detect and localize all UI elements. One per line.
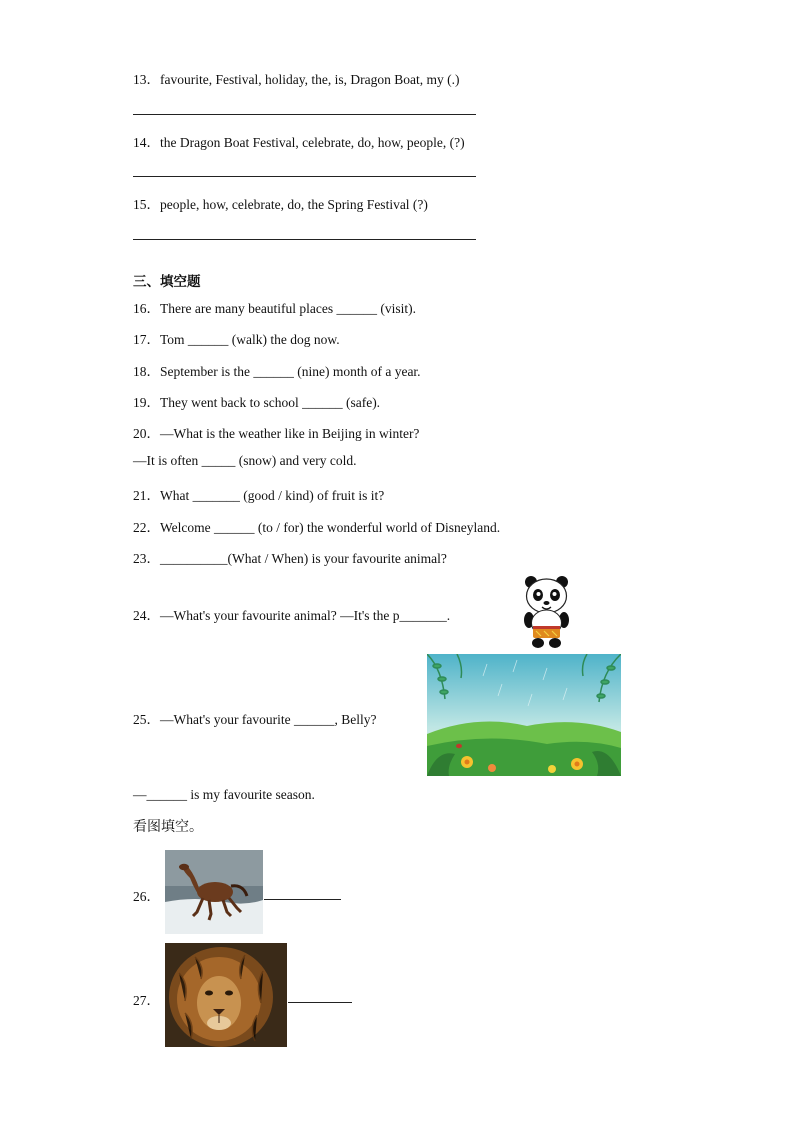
panda-icon: [519, 574, 574, 650]
question-20: 20．—What is the weather like in Beijing in winter?: [133, 426, 420, 441]
question-15: 15．people, how, celebrate, do, the Spring Festival (?): [133, 197, 428, 212]
question-20-answer: —It is often _____ (snow) and very cold.: [133, 453, 357, 468]
question-23: 23．__________(What / When) is your favourite animal?: [133, 551, 447, 566]
question-17: 17．Tom ______ (walk) the dog now.: [133, 332, 340, 347]
spring-landscape-image: [427, 654, 621, 776]
answer-line-26[interactable]: [264, 899, 341, 900]
horse-image: [165, 850, 263, 934]
question-26-number: 26．: [133, 889, 160, 904]
question-25: 25．—What's your favourite ______, Belly?: [133, 712, 377, 727]
answer-line-15[interactable]: [133, 239, 476, 240]
answer-line-14[interactable]: [133, 176, 476, 177]
question-21: 21．What _______ (good / kind) of fruit is it?: [133, 488, 385, 503]
question-25-answer: —______ is my favourite season.: [133, 787, 315, 802]
picture-section-heading: 看图填空。: [133, 819, 203, 835]
section-heading-fill-blank: 三、填空题: [133, 274, 201, 290]
question-19: 19．They went back to school ______ (safe).: [133, 395, 381, 410]
lion-image: [165, 943, 287, 1047]
question-18: 18．September is the ______ (nine) month of a year.: [133, 364, 421, 379]
question-16: 16．There are many beautiful places ______ (visit).: [133, 301, 417, 316]
answer-line-13[interactable]: [133, 114, 476, 115]
answer-line-27[interactable]: [288, 1002, 352, 1003]
question-24: 24．—What's your favourite animal? —It's the p_______.: [133, 608, 451, 623]
question-14: 14．the Dragon Boat Festival, celebrate, do, how, people, (?): [133, 135, 465, 150]
question-22: 22．Welcome ______ (to / for) the wonderful world of Disneyland.: [133, 520, 501, 535]
question-13: 13．favourite, Festival, holiday, the, is, Dragon Boat, my (.): [133, 72, 460, 87]
question-27-number: 27．: [133, 993, 160, 1008]
